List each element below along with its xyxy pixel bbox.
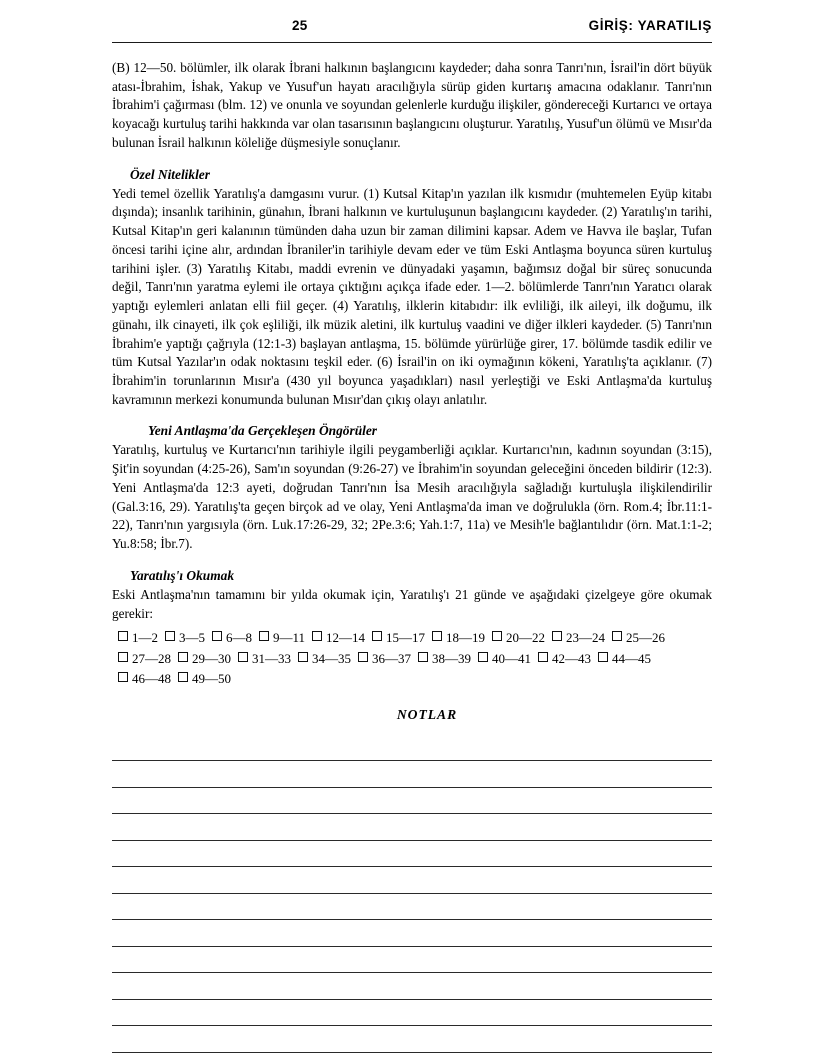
note-line: [112, 867, 712, 894]
paragraph-ozel-nitelikler: Yedi temel özellik Yaratılış'a damgasını vurur. (1) Kutsal Kitap'ın yazılan ilk kısmıdır (muhtemelen Eyüp kitabı dışında); insanlık tarihinin, günahın, İbrani halkının ve kurtuluşunun başlangıcını kaydeder. (2) Yaratılış'ın tarihi, Kutsal Kitap'ın geri kalanının tümünden daha uzun bir zaman dilimini kapsar. Adem ve Havva ile başlar, Tufan öncesi tarihi içine alır, ardından İbraniler'in tarihiyle devam eder ve tüm Eski Antlaşma boyunca süren kurtuluş tarihini işler. (3) Yaratılış Kitabı, maddi evrenin ve dünyadaki yaşamın, bağımsız doğal bir süreç sonucunda değil, Tanrı'nın yaratma eylemi ile ortaya çıktığını açıkça ifade eder. 1—2. bölümlerde Tanrı'nın Yaratıcı olarak yaptığı eylemleri anlatan elli fiil geçer. (4) Yaratılış, ilklerin kitabıdır: ilk evliliği, ilk aileyi, ilk doğumu, ilk günahı, ilk cinayeti, ilk çok eşliliği, ilk müzik aletini, ilk kurtuluş vaadini ve diğer ilkleri kaydeder. (5) Tanrı'nın İbrahim'e yaptığı çağrıyla (12:1-3) başlayan antlaşma, 15. bölümde yürürlüğe girer, 17. bölümde tasdik edilir ve tüm Kutsal Yazılar'ın odak noktasını teşkil eder. (6) İsrail'in on iki oymağının kökeni, Yaratılış'ta açıklanır. (7) İbrahim'in torunlarının Mısır'a (430 yıl boyunca yaşadıkları) nasıl yerleştiği ve Eski Antlaşma'da kurtuluş kavramının merkezi konumunda bulunan Mısır'dan çıkış olayı anlatılır.: [112, 185, 712, 407]
reading-range-item[interactable]: [118, 669, 171, 689]
reading-range-item[interactable]: [165, 628, 205, 648]
note-line: [112, 788, 712, 815]
note-line: [112, 841, 712, 868]
checkbox-icon[interactable]: [238, 652, 248, 662]
reading-range-item[interactable]: [312, 628, 365, 648]
checkbox-icon[interactable]: [358, 652, 368, 662]
reading-range-item[interactable]: [538, 649, 591, 669]
reading-range-label: 31—33: [252, 650, 291, 666]
checkbox-icon[interactable]: [612, 631, 622, 641]
reading-range-label: 15—17: [386, 630, 426, 646]
checkbox-icon[interactable]: [478, 652, 488, 662]
heading-yaratilisi-okumak: Yaratılış'ı Okumak: [130, 567, 235, 583]
reading-range-label: 46—48: [132, 670, 171, 686]
reading-range-item[interactable]: [418, 649, 471, 669]
reading-range-label: 6—8: [226, 630, 252, 646]
reading-range-label: 29—30: [192, 650, 231, 666]
reading-range-label: 12—14: [326, 630, 366, 646]
reading-range-item[interactable]: [178, 669, 231, 689]
reading-range-item[interactable]: [478, 649, 531, 669]
note-line: [112, 1000, 712, 1027]
reading-range-item[interactable]: [212, 628, 252, 648]
checkbox-icon[interactable]: [432, 631, 442, 641]
checkbox-icon[interactable]: [118, 672, 128, 682]
reading-range-item[interactable]: [432, 628, 485, 648]
reading-range-item[interactable]: [118, 628, 158, 648]
reading-range-item[interactable]: [492, 628, 545, 648]
reading-range-label: 27—28: [132, 650, 171, 666]
reading-range-label: 40—41: [492, 650, 531, 666]
note-line: [112, 973, 712, 1000]
note-line: [112, 894, 712, 921]
note-line: [112, 735, 712, 762]
running-head: [112, 18, 712, 40]
checkbox-icon[interactable]: [165, 631, 175, 641]
paragraph-intro-b: (B) 12—50. bölümler, ilk olarak İbrani halkının başlangıcını kaydeder; daha sonra Tanrı'nın, İsrail'in dört büyük atası-İbrahim, İshak, Yakup ve Yusuf'un hayatı aracılığıyla sürüp giden kurtarış amacına odaklanır. Tanrı'nın İbrahim'i çağırması (blm. 12) ve onunla ve soyundan gelenlerle kurduğu ilişkiler, göndereceği Kurtarıcı ve ortaya koyacağı kurtuluş tarihi hakkında var olan tasarısının başlangıcını oluşturur. Yaratılış, Yusuf'un ölümü ve Mısır'da bulunan İsrail halkının köleliğe düşmesiyle sonuçlanır.: [112, 60, 712, 150]
heading-yeni-antlasma: Yeni Antlaşma'da Gerçekleşen Öngörüler: [148, 423, 378, 439]
note-line: [112, 920, 712, 947]
note-line: [112, 947, 712, 974]
reading-plan-checklist[interactable]: [112, 628, 712, 688]
reading-range-label: 38—39: [432, 650, 471, 666]
reading-range-item[interactable]: [358, 649, 411, 669]
checkbox-icon[interactable]: [259, 631, 269, 641]
checkbox-icon[interactable]: [178, 652, 188, 662]
book-title: GİRİŞ: YARATILIŞ: [588, 18, 712, 33]
reading-range-label: 3—5: [179, 630, 205, 646]
reading-range-item[interactable]: [238, 649, 291, 669]
reading-range-item[interactable]: [118, 649, 171, 669]
reading-range-item[interactable]: [298, 649, 351, 669]
header-divider: [112, 42, 712, 43]
reading-range-label: 34—35: [312, 650, 351, 666]
heading-ozel-nitelikler: Özel Nitelikler: [130, 166, 210, 182]
checkbox-icon[interactable]: [372, 631, 382, 641]
reading-range-label: 20—22: [506, 630, 546, 646]
note-line: [112, 814, 712, 841]
checkbox-icon[interactable]: [552, 631, 562, 641]
notes-title: NOTLAR: [396, 706, 458, 722]
checkbox-icon[interactable]: [492, 631, 502, 641]
reading-range-label: 25—26: [626, 630, 666, 646]
reading-range-item[interactable]: [259, 628, 305, 648]
checkbox-icon[interactable]: [178, 672, 188, 682]
reading-range-item[interactable]: [372, 628, 425, 648]
reading-range-item[interactable]: [178, 649, 231, 669]
checkbox-icon[interactable]: [118, 631, 128, 641]
checkbox-icon[interactable]: [418, 652, 428, 662]
checkbox-icon[interactable]: [312, 631, 322, 641]
reading-range-label: 36—37: [372, 650, 411, 666]
reading-range-item[interactable]: [612, 628, 665, 648]
note-line: [112, 761, 712, 788]
reading-range-label: 1—2: [132, 630, 158, 646]
reading-range-label: 49—50: [192, 670, 231, 686]
note-line: [112, 1026, 712, 1053]
page-number: 25: [292, 18, 308, 33]
paragraph-yaratilisi-okumak: Eski Antlaşma'nın tamamını bir yılda okumak için, Yaratılış'ı 21 günde ve aşağıdaki çizelgeye göre okumak gerekir:: [112, 586, 712, 621]
notes-lines: [112, 735, 712, 1053]
reading-range-label: 18—19: [446, 630, 486, 646]
reading-range-label: 44—45: [612, 650, 651, 666]
reading-range-item[interactable]: [552, 628, 605, 648]
checkbox-icon[interactable]: [598, 652, 608, 662]
checkbox-icon[interactable]: [298, 652, 308, 662]
checkbox-icon[interactable]: [118, 652, 128, 662]
checkbox-icon[interactable]: [212, 631, 222, 641]
page-content: [112, 18, 712, 1053]
reading-range-item[interactable]: [598, 649, 651, 669]
checkbox-icon[interactable]: [538, 652, 548, 662]
reading-range-label: 23—24: [566, 630, 606, 646]
reading-range-label: 42—43: [552, 650, 591, 666]
paragraph-yeni-antlasma: Yaratılış, kurtuluş ve Kurtarıcı'nın tarihiyle ilgili peygamberliği açıklar. Kurtarıcı'nın, kadının soyundan (3:15), Şit'in soyundan (4:25-26), Sam'ın soyundan (9:26-27) ve İbrahim'in soyundan geleceğini önceden bildirir (12:3). Yeni Antlaşma'da 12:3 ayeti, doğrudan Tanrı'nın İsa Mesih aracılığıyla sağladığı kurtuluşla ilişkilendirilir (Gal.3:16, 29). Yaratılış'ta geçen birçok ad ve olay, Yeni Antlaşma'da iman ve doğrulukla (örn. Rom.4; İbr.11:1-22), Tanrı'nın yargısıyla (örn. Luk.17:26-29, 32; 2Pe.3:6; Yah.1:7, 11a) ve Mesih'le bağlantılıdır (örn. Mat.1:1-2; Yu.8:58; İbr.7).: [112, 442, 712, 552]
reading-range-label: 9—11: [273, 630, 306, 646]
